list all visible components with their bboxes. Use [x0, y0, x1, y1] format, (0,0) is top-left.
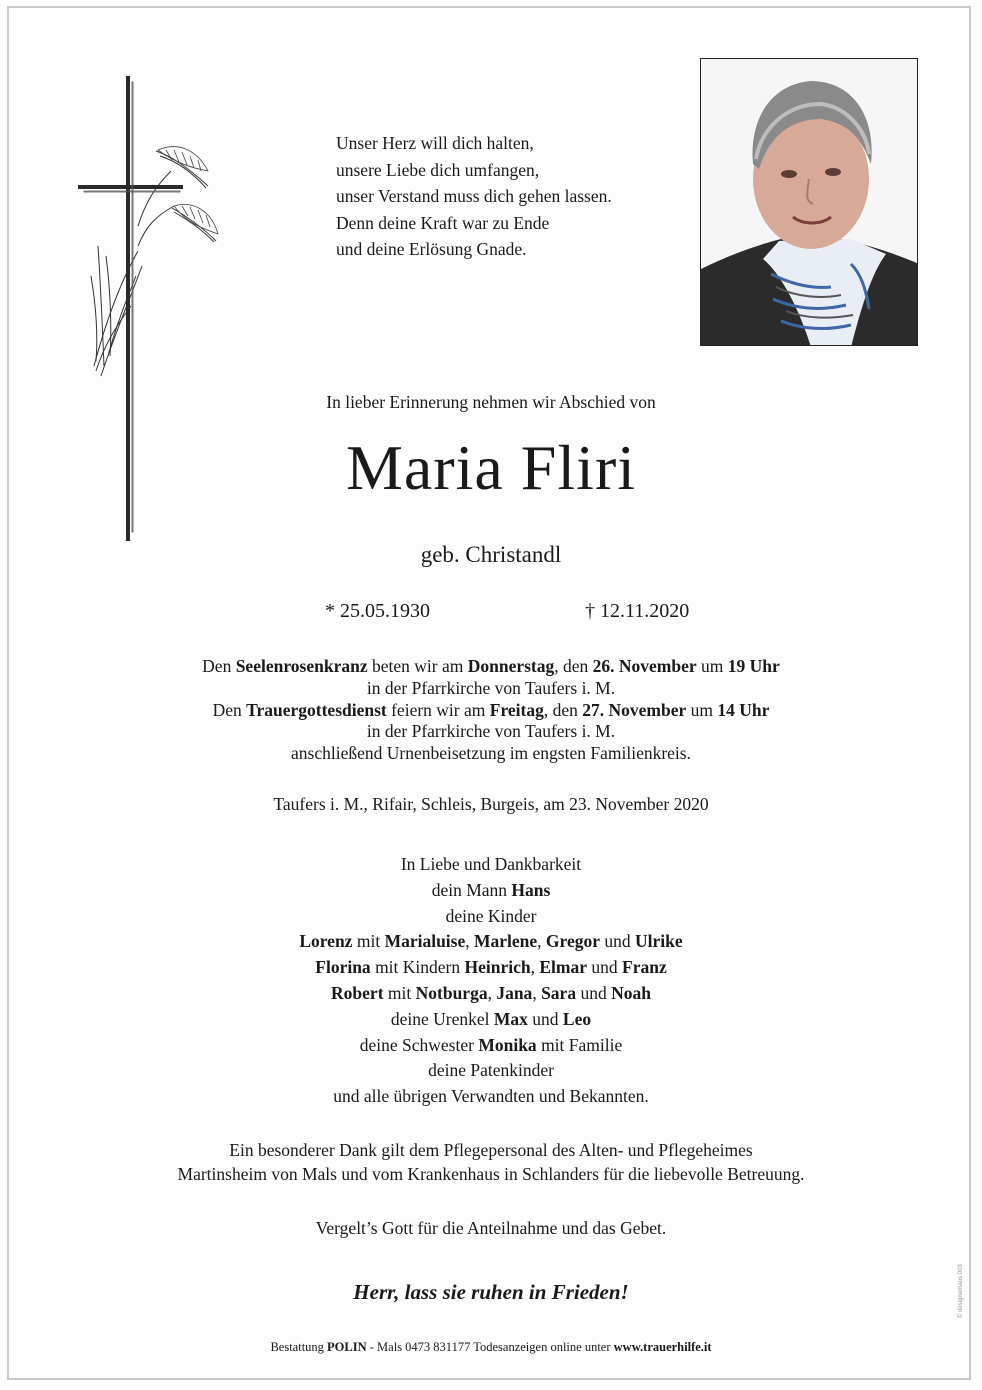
place-and-date: Taufers i. M., Rifair, Schleis, Burgeis, am 23. November 2020	[273, 794, 709, 814]
poem-line: unsere Liebe dich umfangen,	[336, 159, 540, 180]
birth-name: geb. Christandl	[420, 542, 562, 567]
mourners-line: In Liebe und Dankbarkeit	[400, 854, 582, 874]
mourners-list	[0, 852, 982, 1110]
rest-in-peace: Herr, lass sie ruhen in Frieden!	[353, 1280, 629, 1304]
mourners-line: Lorenz mit Marialuise, Marlene, Gregor und Ulrike	[299, 931, 683, 952]
thanks-text	[0, 1139, 982, 1186]
thanks-line: Martinsheim von Mals und vom Krankenhaus in Schlanders für die liebevolle Betreuung.	[177, 1163, 805, 1184]
death-date: † 12.11.2020	[585, 600, 690, 622]
poem-line: unser Verstand muss dich gehen lassen.	[336, 186, 612, 207]
mourners-line: deine Urenkel Max und Leo	[390, 1008, 592, 1029]
poem-line: Unser Herz will dich halten,	[336, 133, 534, 153]
mourners-line: Florina mit Kindern Heinrich, Elmar und Franz	[315, 957, 667, 978]
mourners-line: deine Patenkinder	[428, 1060, 554, 1081]
portrait-image	[701, 59, 918, 346]
ceremony-line-burial: anschließend Urnenbeisetzung im engsten Familienkreis.	[291, 743, 691, 764]
poem-line: und deine Erlösung Gnade.	[336, 239, 527, 260]
ceremony-line-location: in der Pfarrkirche von Taufers i. M.	[366, 677, 616, 698]
website-link[interactable]: www.trauerhilfe.it	[613, 1340, 712, 1354]
ceremony-line-location: in der Pfarrkirche von Taufers i. M.	[366, 721, 616, 742]
gratitude-text: Vergelt’s Gott für die Anteilnahme und das Gebet.	[315, 1218, 667, 1238]
mourners-line: Robert mit Notburga, Jana, Sara und Noah	[331, 982, 651, 1003]
mourners-line: dein Mann Hans	[431, 879, 551, 900]
intro-text: In lieber Erinnerung nehmen wir Abschied von	[326, 392, 656, 412]
ceremony-line-rosary: Den Seelenrosenkranz beten wir am Donnerstag, den 26. November um 19 Uhr	[202, 656, 780, 676]
ceremony-info	[0, 656, 982, 765]
portrait-photo	[700, 58, 918, 346]
footer-line: Bestattung POLIN - Mals 0473 831177 Todesanzeigen online unter www.trauerhilfe.it	[270, 1340, 712, 1354]
mourners-line: deine Schwester Monika mit Familie	[359, 1034, 623, 1055]
footer	[0, 1340, 982, 1355]
poem-line: Denn deine Kraft war zu Ende	[336, 212, 550, 233]
thanks-line: Ein besonderer Dank gilt dem Pflegepersonal des Alten- und Pflegeheimes	[229, 1140, 753, 1160]
birth-date: * 25.05.1930	[325, 600, 430, 622]
mourners-line: deine Kinder	[445, 905, 537, 926]
deceased-name: Maria Fliri	[345, 432, 637, 503]
ceremony-line-service: Den Trauergottesdienst feiern wir am Freitag, den 27. November um 14 Uhr	[212, 699, 770, 720]
mourners-line: und alle übrigen Verwandten und Bekannten.	[333, 1086, 649, 1107]
poem	[336, 130, 656, 263]
side-credit: © designerhaus 003	[958, 1264, 964, 1318]
